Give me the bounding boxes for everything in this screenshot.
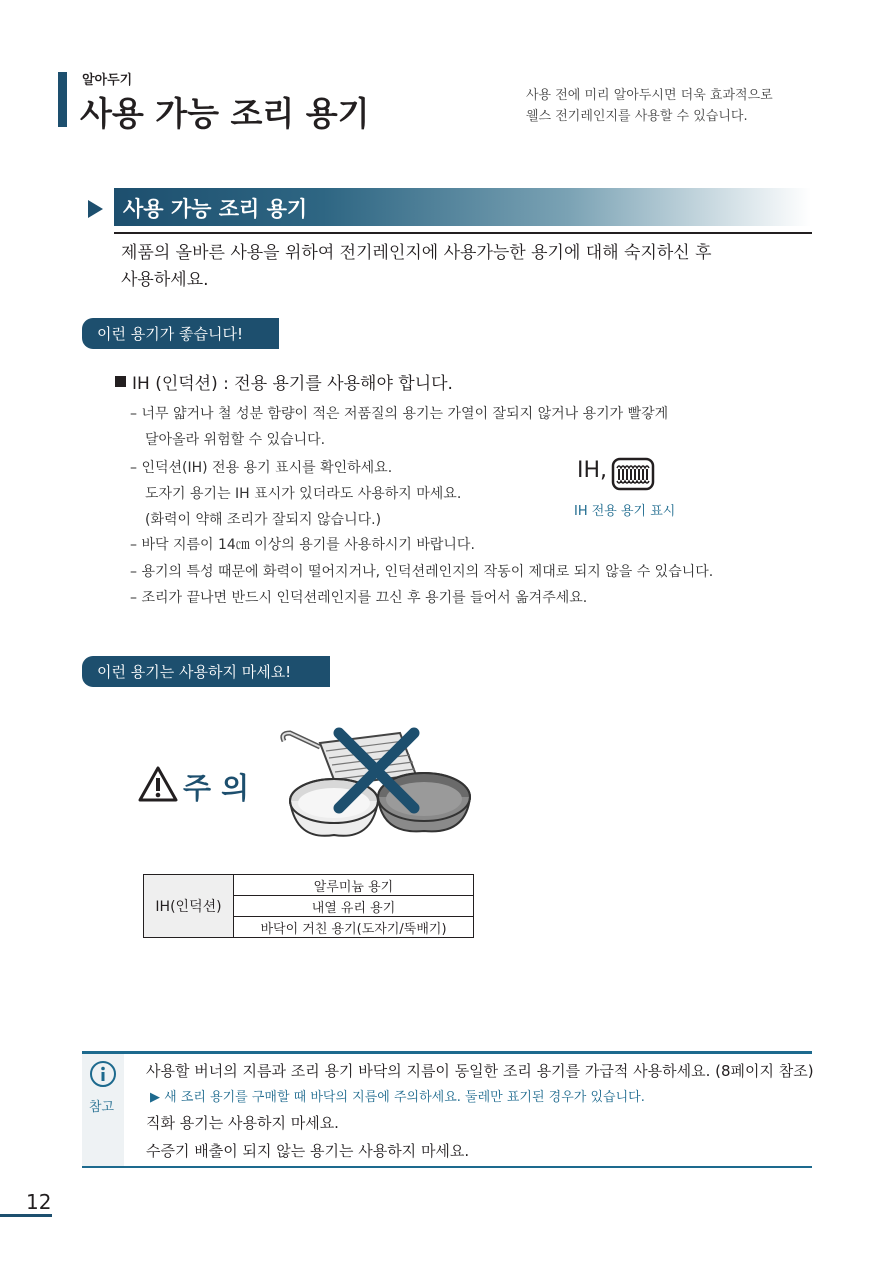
section-intro-line: 제품의 올바른 사용을 위하여 전기레인지에 사용가능한 용기에 대해 숙지하신 후 xyxy=(121,243,712,263)
section-intro xyxy=(121,240,811,294)
list-item: – 너무 얇거나 철 성분 함량이 적은 저품질의 용기는 가열이 잘되지 않거나 용기가 빨갛게 xyxy=(130,406,669,422)
table-header-cell: IH(인덕션) xyxy=(144,875,234,938)
list-item: 달아올라 위험할 수 있습니다. xyxy=(145,432,326,448)
page-title: 사용 가능 조리 용기 xyxy=(80,94,370,133)
ih-mark-text: IH, xyxy=(577,458,608,483)
section-banner xyxy=(114,188,811,226)
warning-triangle-icon xyxy=(137,765,179,803)
header-accent-bar xyxy=(58,72,67,127)
caution-heading: 주 의 xyxy=(183,771,250,805)
good-cookware-label: 이런 용기가 좋습니다! xyxy=(82,318,279,349)
list-item: 도자기 용기는 IH 표시가 있더라도 사용하지 마세요. xyxy=(145,486,462,502)
note-line: 사용할 버너의 지름과 조리 용기 바닥의 지름이 동일한 조리 용기를 가급적 사용하세요. (8페이지 참조) xyxy=(146,1062,814,1080)
ih-coil-icon xyxy=(611,457,655,491)
ih-mark-caption: IH 전용 용기 표시 xyxy=(574,504,676,519)
note-label: 참고 xyxy=(89,1100,115,1115)
note-bottom-rule xyxy=(82,1166,812,1168)
square-bullet-icon xyxy=(115,376,126,387)
page-number: 12 xyxy=(26,1190,52,1214)
header-note-line: 사용 전에 미리 알아두시면 더욱 효과적으로 xyxy=(526,88,773,103)
table-cell: 내열 유리 용기 xyxy=(234,896,474,917)
table-cell: 알루미늄 용기 xyxy=(234,875,474,896)
list-item: – 용기의 특성 때문에 화력이 떨어지거나, 인덕션레인지의 작동이 제대로 되지 않을 수 있습니다. xyxy=(130,564,714,580)
list-item: – 인덕션(IH) 전용 용기 표시를 확인하세요. xyxy=(130,460,393,476)
list-item: (화력이 약해 조리가 잘되지 않습니다.) xyxy=(145,512,382,528)
info-icon xyxy=(89,1060,117,1088)
list-item: – 조리가 끝나면 반드시 인덕션레인지를 끄신 후 용기를 들어서 옮겨주세요. xyxy=(130,590,588,606)
prohibited-cookware-table xyxy=(143,874,474,938)
header-note xyxy=(526,85,816,127)
list-item: – 바닥 지름이 14㎝ 이상의 용기를 사용하시기 바랍니다. xyxy=(130,537,475,553)
note-sub-line: ▶ 새 조리 용기를 구매할 때 바닥의 지름에 주의하세요. 둘레만 표기된 경우가 있습니다. xyxy=(150,1090,645,1105)
section-intro-line: 사용하세요. xyxy=(121,270,209,290)
note-line: 직화 용기는 사용하지 마세요. xyxy=(146,1114,339,1132)
note-line: 수증기 배출이 되지 않는 용기는 사용하지 마세요. xyxy=(146,1142,470,1160)
table-row xyxy=(144,875,474,896)
section-divider xyxy=(114,232,812,234)
ih-heading: IH (인덕션) : 전용 용기를 사용해야 합니다. xyxy=(132,374,453,394)
section-arrow-icon xyxy=(88,200,103,218)
table-cell: 바닥이 거친 용기(도자기/뚝배기) xyxy=(234,917,474,938)
bad-cookware-label: 이런 용기는 사용하지 마세요! xyxy=(82,656,330,687)
page-number-rule xyxy=(0,1214,52,1217)
section-title: 사용 가능 조리 용기 xyxy=(123,197,308,221)
prohibited-cookware-illustration xyxy=(276,723,476,848)
header-kicker: 알아두기 xyxy=(82,73,133,88)
header-note-line: 웰스 전기레인지를 사용할 수 있습니다. xyxy=(526,109,748,124)
note-top-rule xyxy=(82,1051,812,1054)
